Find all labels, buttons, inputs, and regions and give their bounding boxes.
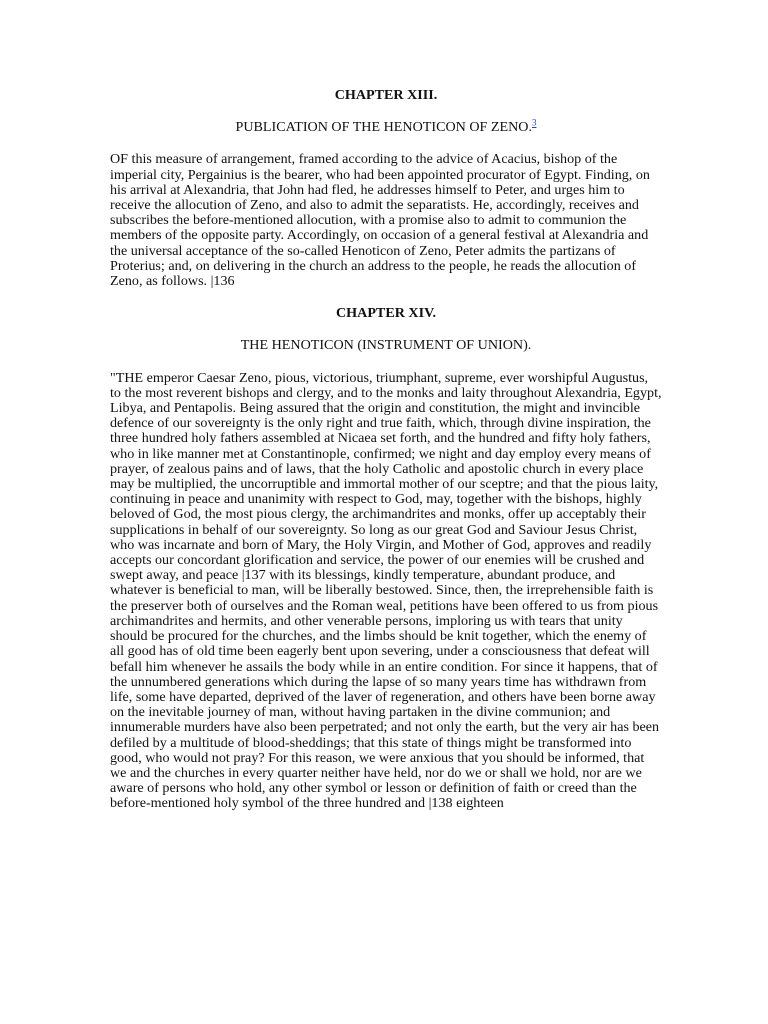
chapter-13-heading: CHAPTER XIII. <box>334 87 438 103</box>
chapter-14-heading: CHAPTER XIV. <box>336 305 436 322</box>
chapter-14-body: "THE emperor Caesar Zeno, pious, victorious, triumphant, supreme, ever worshipful Augustus, to the most reverent bishops and clergy, and to the monks and laity throughout Alexandria, Egypt, Libya, and Pentapolis. Being assured that the origin and constitution, the might and invincible defence of our sovereignty is the only right and true faith, which, through divine inspiration, the three hundred holy fathers assembled at Nicaea set forth, and the hundred and fifty holy fathers, who in like manner met at Constantinople, confirmed; we night and day employ every means of prayer, of zealous pains and of laws, that the holy Catholic and apostolic church in every place may be multiplied, the uncorruptible and immortal mother of our sceptre; and that the pious laity, continuing in peace and unanimity with respect to God, may, together with the bishops, highly beloved of God, the most pious clergy, the archimandrites and monks, offer up acceptably their supplications in behalf of our sovereignty. So long as our great God and Saviour Jesus Christ, who was incarnate and born of Mary, the Holy Virgin, and Mother of God, approves and readily accepts our concordant glorification and service, the power of our enemies will be crushed and swept away, and peace |137 with its blessings, kindly temperature, abundant produce, and whatever is beneficial to man, will be liberally bestowed. Since, then, the irreprehensible faith is the preserver both of ourselves and the Roman weal, petitions have been offered to us from pious archimandrites and hermits, and other venerable persons, imploring us with tears that unity should be procured for the churches, and the limbs should be knit together, which the enemy of all good has of old time been eagerly bent upon severing, under a consciousness that defeat will befall him whenever he assails the body while in an entire condition. For since it happens, that of the unnumbered generations which during the lapse of so many years time has withdrawn from life, some have departed, deprived of the laver of regeneration, and others have been borne away on the inevitable journey of man, without having partaken in the divine communion; and innumerable murders have also been perpetrated; and not only the earth, but the very air has been defiled by a multitude of blood-sheddings; that this state of things might be transformed into good, who would not pray? For this reason, we were anxious that you should be informed, that we and the churches in every quarter neither have held, nor do we or shall we hold, nor are we aware of persons who hold, any other symbol or lesson or definition of faith or creed than the before-mentioned holy symbol of the three hundred and |138 eighteen <box>110 369 662 812</box>
footnote-link[interactable]: 3 <box>531 117 537 128</box>
chapter-13-title-text: PUBLICATION OF THE HENOTICON OF ZENO. <box>235 119 532 136</box>
chapter-13-body: OF this measure of arrangement, framed according to the advice of Acacius, bishop of the imperial city, Pergainius is the bearer, who had been appointed procurator of Egypt. Finding, on his arrival at Alexandria, that John had fled, he addresses himself to Peter, and urges him to receive the allocution of Zeno, and also to admit the separatists. He, accordingly, receives and subscribes the before-mentioned allocution, with a promise also to admit to communion the members of the opposite party. Accordingly, on occasion of a general festival at Alexandria and the universal acceptance of the so-called Henoticon of Zeno, Peter admits the partizans of Proterius; and, on delivering in the church an address to the people, he reads the allocution of Zeno, as follows. |136 <box>110 151 650 290</box>
document-page <box>110 78 662 812</box>
chapter-14-title: THE HENOTICON (INSTRUMENT OF UNION). <box>240 337 532 354</box>
chapter-13-title <box>110 117 662 136</box>
